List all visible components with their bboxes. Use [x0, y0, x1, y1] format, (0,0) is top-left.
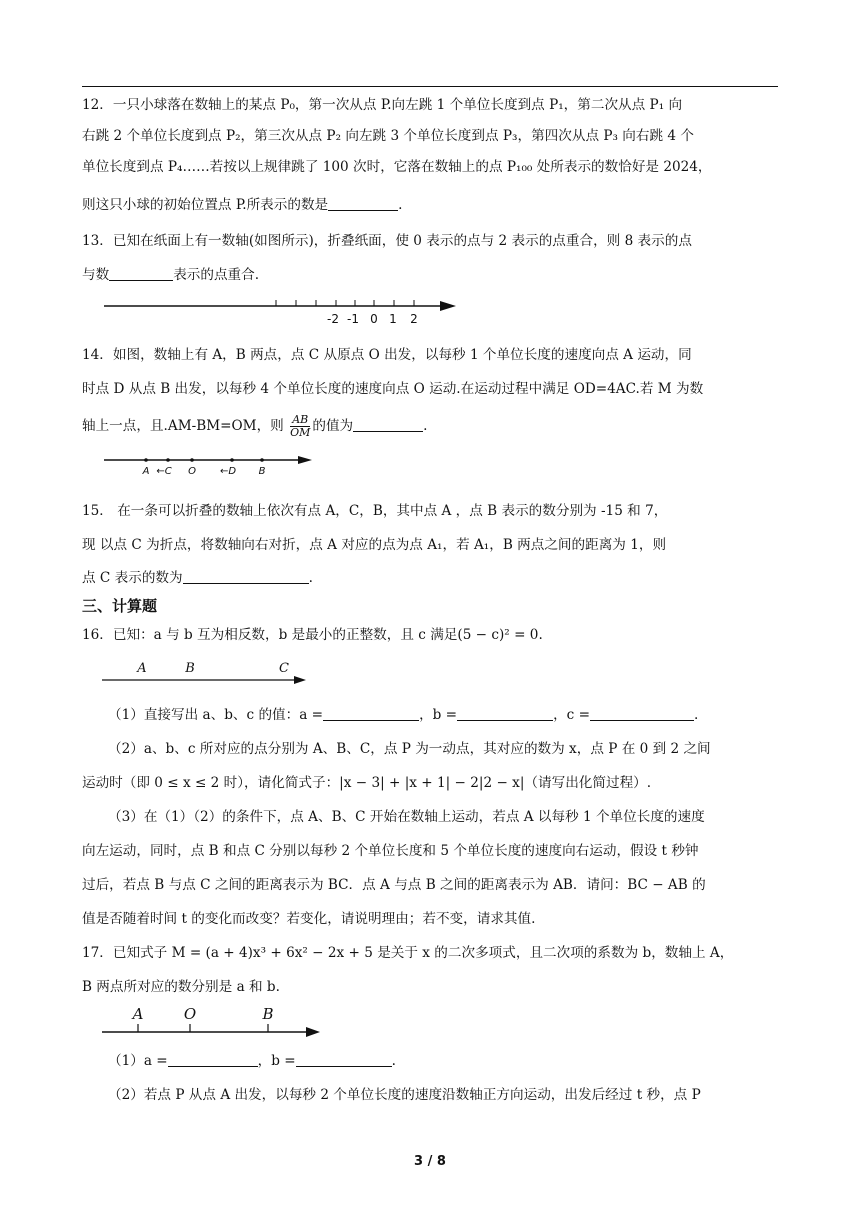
- q16-b-blank[interactable]: [457, 706, 553, 721]
- q14-point-label: A: [142, 466, 150, 477]
- q12-line-1: 12．一只小球落在数轴上的某点 P₀，第一次从点 P.向左跳 1 个单位长度到点 P₁，第二次从点 P₁ 向: [82, 97, 683, 113]
- q17-b-blank[interactable]: [296, 1052, 392, 1067]
- q15-text-a: 点 C 表示的数为: [82, 570, 183, 586]
- q16-part-2-line-2: 运动时（即 0 ≤ x ≤ 2 时），请化简式子：|x − 3| + |x + 1| − 2|2 − x|（请写出化简过程）.: [82, 775, 652, 791]
- q14-period: .: [423, 418, 428, 434]
- q14-line-3: [82, 414, 782, 439]
- q12-text: 则这只小球的初始位置点 P.所表示的数是: [82, 197, 329, 213]
- q12-line-2: 右跳 2 个单位长度到点 P₂，第三次从点 P₂ 向左跳 3 个单位长度到点 P₃，第四次从点 P₃ 向右跳 4 个: [82, 128, 694, 144]
- q17-p1-text-a: （1）a =: [108, 1053, 168, 1069]
- q16-p1-text-c: ，c =: [553, 707, 590, 723]
- q13-tick-label: 1: [389, 312, 397, 326]
- q15-period: .: [308, 570, 313, 586]
- q17-line-2: B 两点所对应的数分别是 a 和 b.: [82, 979, 280, 995]
- q12-line-4: [82, 196, 782, 214]
- q16-p1-period: .: [694, 707, 699, 723]
- q17-point-label: B: [262, 1005, 274, 1023]
- q14-line-1: 14．如图，数轴上有 A，B 两点，点 C 从原点 O 出发，以每秒 1 个单位长度的速度向点 A 运动，同: [82, 347, 692, 363]
- q17-line-1: 17．已知式子 M = (a + 4)x³ + 6x² − 2x + 5 是关于 x 的二次多项式，且二次项的系数为 b，数轴上 A，: [82, 945, 734, 961]
- q16-part-3-line-2: 向左运动，同时，点 B 和点 C 分别以每秒 2 个单位长度和 5 个单位长度的速度向右运动，假设 t 秒钟: [82, 843, 699, 859]
- q16-a-blank[interactable]: [323, 706, 419, 721]
- q16-part-3-line-1: （3）在（1）（2）的条件下，点 A、B、C 开始在数轴上运动，若点 A 以每秒 1 个单位长度的速度: [108, 809, 705, 825]
- q16-line-1: 16．已知：a 与 b 互为相反数，b 是最小的正整数，且 c 满足(5 − c)² = 0.: [82, 627, 543, 643]
- q14-text-a: 轴上一点，且.AM-BM=OM，则: [82, 418, 284, 434]
- q14-number-line: [100, 452, 320, 478]
- q15-answer-blank[interactable]: [183, 569, 309, 584]
- q16-part-1: [108, 706, 780, 724]
- q15-line-1: 15． 在一条可以折叠的数轴上依次有点 A，C，B，其中点 A ，点 B 表示的数分别为 -15 和 7，: [82, 503, 668, 519]
- q14-point-label: ←C: [156, 466, 172, 477]
- q16-p1-text-a: （1）直接写出 a、b、c 的值：a =: [108, 707, 324, 723]
- section-heading: 三、计算题: [82, 597, 158, 615]
- q13-tick-label: 2: [410, 312, 418, 326]
- q16-c-blank[interactable]: [590, 706, 694, 721]
- q14-point-label: B: [258, 466, 266, 477]
- q12-line-3: 单位长度到点 P₄……若按以上规律跳了 100 次时，它落在数轴上的点 P₁₀₀ 处所表示的数恰好是 2024，: [82, 159, 712, 175]
- q13-line-2: [82, 266, 782, 284]
- q13-answer-blank[interactable]: [109, 266, 173, 281]
- q15-line-3: [82, 569, 782, 587]
- q14-answer-blank[interactable]: [353, 417, 423, 432]
- q15-line-2: 现 以点 C 为折点，将数轴向右对折，点 A 对应的点为点 A₁，若 A₁，B 两点之间的距离为 1，则: [82, 537, 667, 553]
- q13-tick-label: -1: [347, 312, 359, 326]
- q12-period: .: [398, 197, 403, 213]
- q13-text-a: 与数: [82, 267, 110, 283]
- frac-numerator: AB: [290, 414, 310, 427]
- q16-point-label: B: [185, 661, 195, 676]
- page-number: 3 / 8: [414, 1154, 446, 1169]
- q13-tick-label: 0: [370, 312, 378, 326]
- q16-part-3-line-4: 值是否随着时间 t 的变化而改变？若变化，请说明理由；若不变，请求其值.: [82, 911, 536, 927]
- q16-p1-text-b: ，b =: [419, 707, 458, 723]
- q13-number-line: [100, 296, 460, 328]
- q14-line-2: 时点 D 从点 B 出发，以每秒 4 个单位长度的速度向点 O 运动.在运动过程中满足 OD=4AC.若 M 为数: [82, 381, 704, 397]
- frac-denominator: OM: [290, 426, 311, 439]
- q14-point-label: ←D: [219, 466, 237, 477]
- q13-tick-label: -2: [327, 312, 339, 326]
- q17-p1-period: .: [391, 1053, 396, 1069]
- q17-point-label: A: [132, 1005, 144, 1023]
- q13-line-1: 13．已知在纸面上有一数轴(如图所示)，折叠纸面，使 0 表示的点与 2 表示的点重合，则 8 表示的点: [82, 233, 692, 249]
- q17-p1-text-b: ，b =: [257, 1053, 296, 1069]
- q17-a-blank[interactable]: [168, 1052, 258, 1067]
- q14-point-label: O: [188, 466, 196, 477]
- q16-part-3-line-3: 过后，若点 B 与点 C 之间的距离表示为 BC．点 A 与点 B 之间的距离表示为 AB．请问：BC − AB 的: [82, 877, 706, 893]
- q16-point-label: C: [279, 661, 289, 676]
- q14-fraction: [290, 414, 310, 439]
- q14-text-b: 的值为: [312, 418, 354, 434]
- q17-part-2-line-1: （2）若点 P 从点 A 出发，以每秒 2 个单位长度的速度沿数轴正方向运动，出发后经过 t 秒，点 P: [108, 1087, 701, 1103]
- q12-answer-blank[interactable]: [328, 196, 398, 211]
- q16-part-2-line-1: （2）a、b、c 所对应的点分别为 A、B、C，点 P 为一动点，其对应的数为 x，点 P 在 0 到 2 之间: [108, 741, 711, 757]
- header-rule: [82, 86, 778, 87]
- q17-part-1: [108, 1052, 780, 1070]
- q16-point-label: A: [137, 661, 147, 676]
- q17-point-label: O: [183, 1005, 197, 1023]
- q13-text-b: 表示的点重合.: [173, 267, 260, 283]
- q16-number-line: [100, 658, 310, 686]
- q17-number-line: [100, 1002, 330, 1038]
